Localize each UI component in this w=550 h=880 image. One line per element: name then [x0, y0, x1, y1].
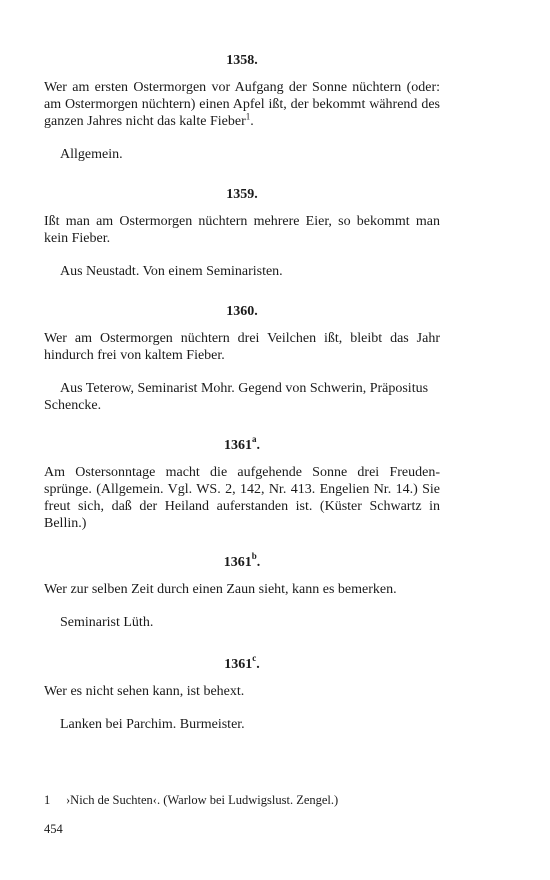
entry-text: Am Ostersonntage macht die aufgehende Sonne drei Freuden-sprünge. (Allgemein. Vgl. WS. 2, 142, Nr. 413. Engelien Nr. 14.) Sie freut sich, daß der Heiland auferstanden ist. (Küster Schwartz in Bellin.) — [44, 465, 440, 531]
footnote-number: 1 — [44, 793, 51, 807]
footnote — [44, 792, 464, 808]
entry-source: Lanken bei Parchim. Burmeister. — [60, 717, 245, 732]
entry-source: Aus Teterow, Seminarist Mohr. Gegend von Schwerin, Präpositus Schencke. — [44, 381, 429, 413]
entry-1360 — [44, 303, 440, 414]
entry-1361a — [44, 434, 440, 532]
entry-text: Wer am Ostermorgen nüchtern drei Veilchen ißt, bleibt das Jahr hindurch frei von kaltem Fieber. — [44, 331, 440, 363]
page-number: 454 — [44, 822, 63, 836]
entry-text: Wer es nicht sehen kann, ist behext. — [44, 684, 245, 699]
entry-number: 1359. — [226, 187, 258, 202]
entry-text: Wer am ersten Ostermorgen vor Aufgang der Sonne nüchtern (oder: am Ostermorgen nüchtern) einen Apfel ißt, der bekommt während des ganzen Jahres nicht das kalte Fieber$^1$. — [44, 80, 440, 129]
entry-number: 1361$^a$. — [224, 434, 260, 453]
entry-text: Wer zur selben Zeit durch einen Zaun sieht, kann es bemerken. — [44, 582, 397, 597]
entry-number: 1360. — [226, 304, 258, 319]
entry-1361b — [44, 551, 440, 631]
entry-source: Allgemein. — [60, 147, 123, 162]
entry-number: 1361$^b$. — [223, 551, 261, 570]
entry-1361c — [44, 653, 440, 733]
entry-1358 — [44, 52, 440, 163]
entry-source: Aus Neustadt. Von einem Seminaristen. — [60, 264, 283, 279]
entry-source: Seminarist Lüth. — [60, 615, 154, 630]
entry-1359 — [44, 186, 440, 280]
footnote-ref[interactable]: 1 — [245, 111, 251, 122]
entry-number: 1361$^c$. — [224, 653, 260, 672]
entry-text: Ißt man am Ostermorgen nüchtern mehrere Eier, so bekommt man kein Fieber. — [44, 214, 440, 246]
footnote-text: ›Nich de Suchten‹. (Warlow bei Ludwigslust. Zengel.) — [66, 793, 339, 807]
entry-number: 1358. — [226, 53, 258, 68]
